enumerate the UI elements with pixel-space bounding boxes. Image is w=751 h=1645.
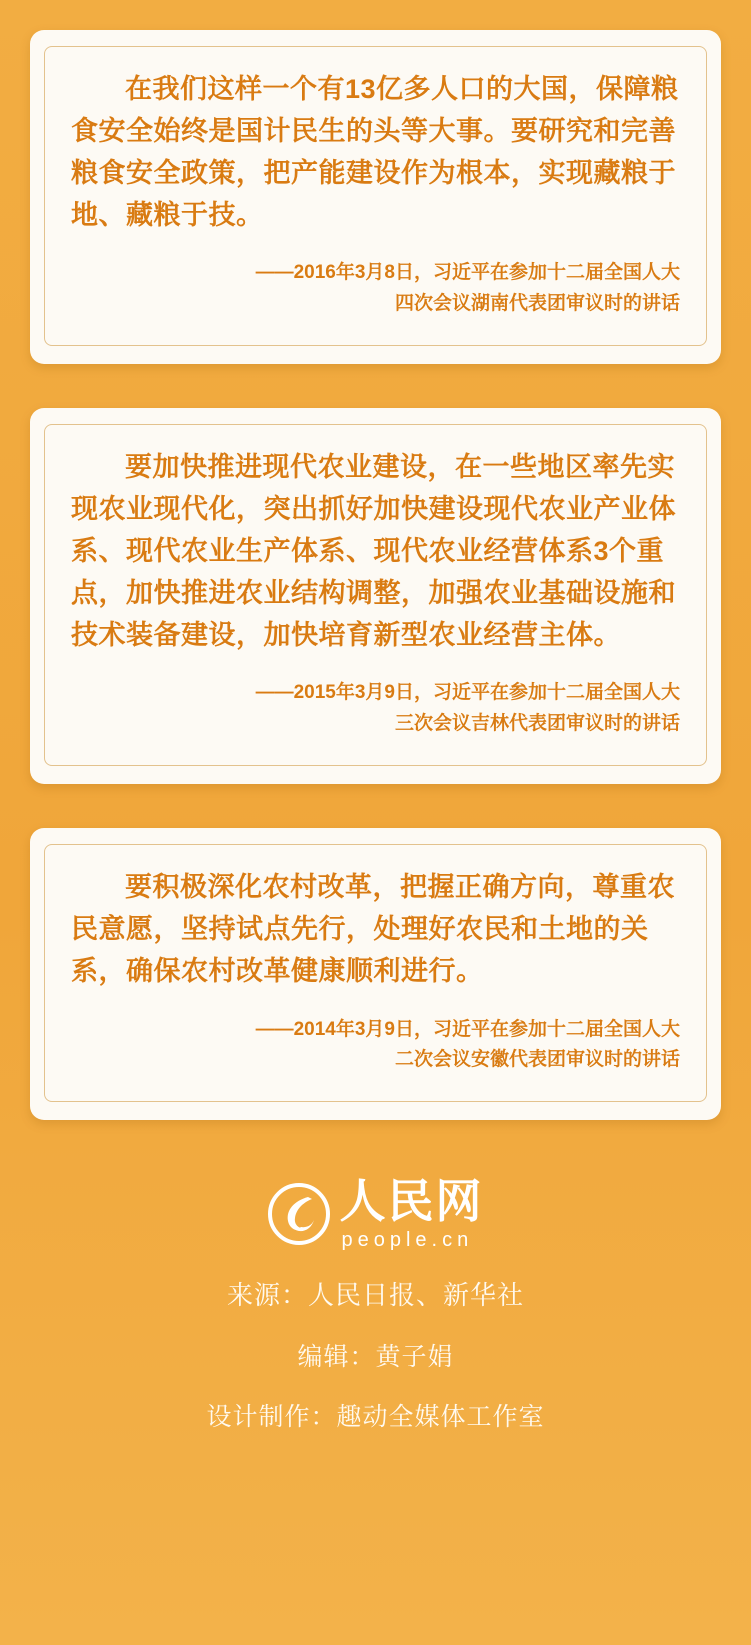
design-line: 设计制作：趣动全媒体工作室 [206,1402,545,1431]
quote-card-3 [30,828,721,1120]
quote-text: 在我们这样一个有13亿多人口的大国，保障粮食安全始终是国计民生的头等大事。要研究和完善粮食安全政策，把产能建设作为根本，实现藏粮于地、藏粮于技。 [71,74,679,230]
quote-attribution [71,678,680,739]
attribution-line-1: ——2014年3月9日，习近平在参加十二届全国人大 [255,1018,680,1040]
logo-chinese-name: 人民网 [339,1175,484,1228]
attribution-line-2: 二次会议安徽代表团审议时的讲话 [394,1049,680,1071]
people-cn-logo-icon [268,1183,330,1245]
logo-english-name: people.cn [341,1229,474,1252]
quote-card-inner [44,46,707,346]
quote-card-inner [44,844,707,1102]
attribution-line-2: 三次会议吉林代表团审议时的讲话 [394,712,680,734]
quote-card-inner [44,424,707,766]
source-line: 来源：人民日报、新华社 [226,1280,524,1311]
quote-text: 要积极深化农村改革，把握正确方向，尊重农民意愿，坚持试点先行，处理好农民和土地的关系，确保农村改革健康顺利进行。 [71,872,675,986]
quote-card-1 [30,30,721,364]
attribution-line-2: 四次会议湖南代表团审议时的讲话 [394,292,680,314]
quote-attribution [71,258,680,319]
attribution-line-1: ——2016年3月8日，习近平在参加十二届全国人大 [255,262,680,284]
quote-attribution [71,1015,680,1076]
site-logo [30,1175,721,1252]
attribution-line-1: ——2015年3月9日，习近平在参加十二届全国人大 [255,682,680,704]
quote-text: 要加快推进现代农业建设，在一些地区率先实现农业现代化，突出抓好加快建设现代农业产业体系、现代农业生产体系、现代农业经营体系3个重点，加快推进农业结构调整，加强农业基础设施和技术装备建设，加快培育新型农业经营主体。 [71,452,676,650]
quote-card-2 [30,408,721,784]
editor-line: 编辑：黄子娟 [297,1342,454,1371]
footer [30,1175,721,1431]
logo-text [339,1175,484,1252]
